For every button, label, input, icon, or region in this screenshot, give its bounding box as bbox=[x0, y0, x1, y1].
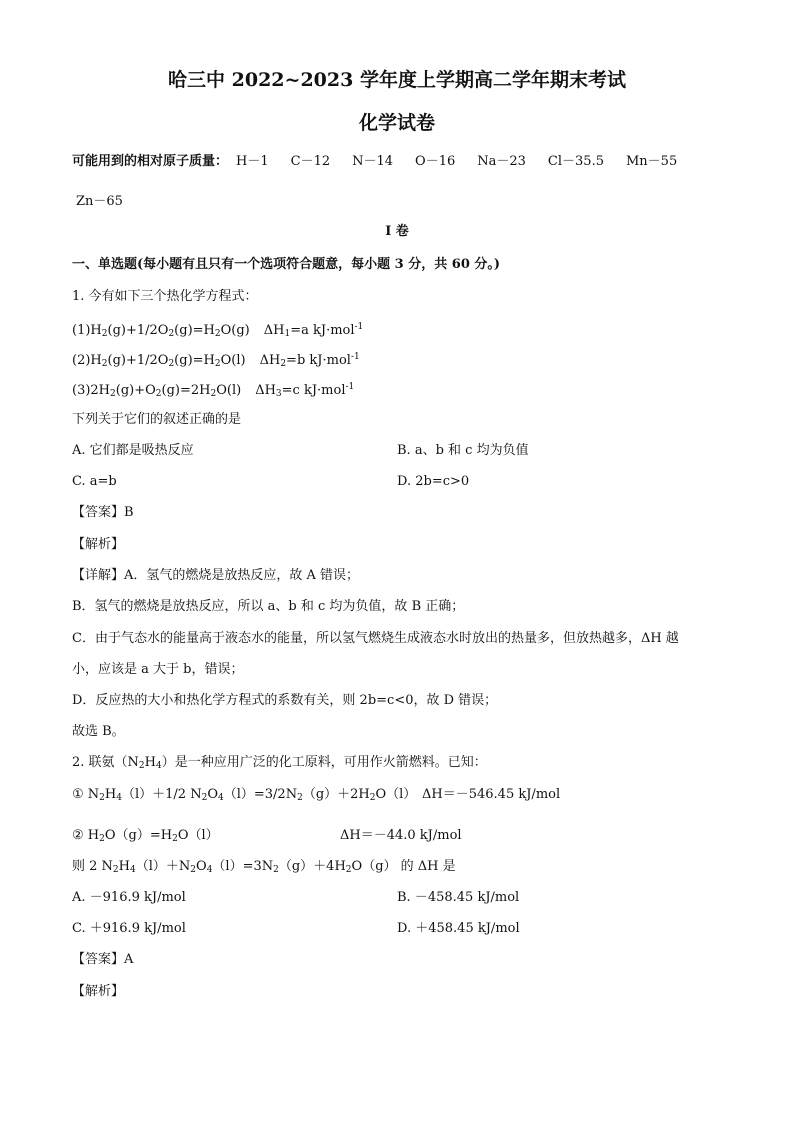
q2-option-a[interactable]: A. －916.9 kJ/mol bbox=[72, 890, 186, 905]
mass-cl: Cl－35.5 bbox=[547, 154, 604, 169]
q1-option-b[interactable]: B. a、b 和 c 均为负值 bbox=[397, 443, 529, 458]
atomic-mass-line bbox=[72, 152, 722, 172]
q2-analysis-label: 【解析】 bbox=[72, 984, 125, 999]
mass-c: C－12 bbox=[290, 154, 331, 169]
q2-equation-1-dh: ΔH＝－546.45 kJ/mol bbox=[422, 787, 561, 802]
q1-equation-3: $(3)2H_2(g)+O_2(g)=2H_2O(l)$ $\Delta H_3=c$ kJ·mol$^{-1}$ bbox=[72, 382, 355, 399]
q1-answer: 【答案】B bbox=[72, 505, 134, 520]
q2-answer: 【答案】A bbox=[72, 952, 134, 967]
mass-h: H－1 bbox=[236, 154, 269, 169]
q1-analysis-label: 【解析】 bbox=[72, 537, 125, 552]
mass-zn: Zn－65 bbox=[76, 194, 123, 209]
part-heading: I 卷 bbox=[385, 224, 409, 239]
mass-mn: Mn－55 bbox=[625, 154, 678, 169]
q2-option-b[interactable]: B. －458.45 kJ/mol bbox=[397, 890, 520, 905]
q1-option-c[interactable]: C. a=b bbox=[72, 474, 117, 489]
mass-o: O－16 bbox=[415, 154, 456, 169]
q1-detail-line: D．反应热的大小和热化学方程式的系数有关，则 2b=c<0，故 D 错误； bbox=[72, 693, 498, 708]
q1-detail-line: 小，应该是 a 大于 b，错误； bbox=[72, 662, 244, 677]
q1-detail-line: B．氢气的燃烧是放热反应，所以 a、b 和 c 均为负值，故 B 正确； bbox=[72, 599, 465, 614]
q1-equation-1: $(1)H_2(g)+1/2O_2(g)=H_2O(g)$ $\Delta H_1=a$ kJ·mol$^{-1}$ bbox=[72, 322, 364, 339]
q2-equation-2-dh: ΔH＝－44.0 kJ/mol bbox=[340, 828, 462, 843]
q1-equation-2: $(2)H_2(g)+1/2O_2(g)=H_2O(l)$ $\Delta H_2=b$ kJ·mol$^{-1}$ bbox=[72, 352, 360, 369]
q1-detail-line: 故选 B。 bbox=[72, 724, 125, 739]
q2-stem: 2. 联氨$(N_2H_4)$是一种应用广泛的化工原料，可用作火箭燃料。已知： bbox=[72, 755, 487, 771]
q1-stem: 1. 今有如下三个热化学方程式： bbox=[72, 289, 258, 304]
mass-n: N－14 bbox=[352, 154, 394, 169]
exam-title: 哈三中 2022~2023 学年度上学期高二学年期末考试 bbox=[168, 69, 626, 91]
q1-prompt: 下列关于它们的叙述正确的是 bbox=[72, 412, 242, 427]
exam-subtitle: 化学试卷 bbox=[358, 112, 435, 134]
q2-option-c[interactable]: C. ＋916.9 kJ/mol bbox=[72, 921, 186, 936]
q1-option-a[interactable]: A. 它们都是吸热反应 bbox=[72, 443, 194, 458]
atomic-mass-label: 可能用到的相对原子质量： bbox=[72, 154, 229, 169]
mass-na: Na－23 bbox=[477, 154, 526, 169]
section-heading: 一、单选题(每小题有且只有一个选项符合题意，每小题 3 分，共 60 分。) bbox=[72, 257, 501, 272]
q2-option-d[interactable]: D. ＋458.45 kJ/mol bbox=[397, 921, 520, 936]
q1-detail-line: 【详解】A．氢气的燃烧是放热反应，故 A 错误； bbox=[72, 568, 360, 583]
q2-question: 则 2 $N_2H_4(l)+N_2O_4(l)=3N_2(g)+4H_2O(g)$ 的 ΔH 是 bbox=[72, 859, 456, 875]
q1-option-d[interactable]: D. 2b=c>0 bbox=[397, 474, 470, 489]
q2-equation-2: ② $H_2O(g)=H_2O(l)$ bbox=[72, 828, 219, 844]
q1-detail-line: C．由于气态水的能量高于液态水的能量，所以氢气燃烧生成液态水时放出的热量多，但放热越多，ΔH 越 bbox=[72, 631, 679, 646]
q2-equation-1: ① $N_2H_4(l)+1/2$ $N_2O_4(l)=3/2N_2(g)+2H_2O(l)$ bbox=[72, 787, 417, 803]
